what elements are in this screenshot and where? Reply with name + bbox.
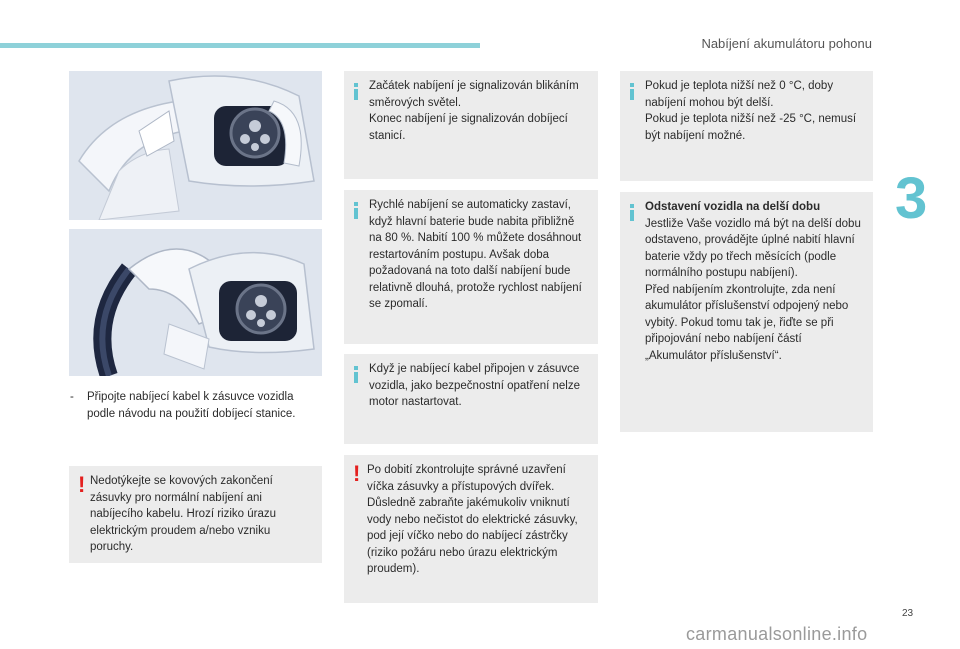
info-charging-line-2: Konec nabíjení je signalizován dobíjecí stanicí.: [369, 113, 568, 142]
info-icon: [630, 204, 634, 221]
info-icon: [354, 202, 358, 219]
info-box-charging-signal: [344, 71, 598, 179]
warning-icon: !: [78, 472, 86, 497]
info-box-temperature: [620, 71, 873, 181]
warning-box-left: [69, 466, 322, 563]
bullet-text: Připojte nabíjecí kabel k zásuvce vozidla podle návodu na použití dobíjecí stanice.: [87, 391, 296, 420]
chapter-number: 3: [895, 166, 928, 231]
info-icon: [630, 83, 634, 100]
info-charging-line-1: Začátek nabíjení je signalizován blikáním směrových světel.: [369, 80, 579, 109]
info-box-long-parking: [620, 192, 873, 432]
warning-middle-text: Po dobití zkontrolujte správné uzavření víčka zásuvky a přístupových dvířek. Důsledně zabraňte jakémukoliv vniknutí vody nebo nečistot do elektrické zásuvky, pod její víčko nebo do nabíjecí zástrčky (riziko požáru nebo úrazu elektrickým proudem).: [367, 464, 578, 575]
section-title: Nabíjení akumulátoru pohonu: [701, 36, 872, 51]
instruction-bullet: [70, 389, 320, 422]
warning-left-text: Nedotýkejte se kovových zakončení zásuvky pro normální nabíjení ani nabíjecího kabelu. Hrozí riziko úrazu elektrickým proudem a/nebo vzniku poruchy.: [90, 475, 277, 553]
info-box-cable-safety: [344, 354, 598, 444]
info-long-parking-line-2: Před nabíjením zkontrolujte, zda není akumulátor příslušenství odpojený nebo vybitý. Pokud tomu tak je, řiďte se při připojování nebo nabíjení částí „Akumulátor příslušenství“.: [645, 283, 849, 362]
page-number: 23: [902, 608, 914, 619]
bullet-marker: -: [70, 391, 74, 403]
info-cable-safety-text: Když je nabíjecí kabel připojen v zásuvce vozidla, jako bezpečnostní opatření nelze motor nastartovat.: [369, 363, 580, 408]
info-icon: [354, 83, 358, 100]
header-accent-bar: [0, 43, 480, 48]
info-temperature-line-2: Pokud je teplota nižší než -25 °C, nemusí být nabíjení možné.: [645, 113, 857, 142]
cable-plugged-illustration: [69, 229, 322, 376]
info-box-fast-charging: [344, 190, 598, 344]
watermark: carmanualsonline.info: [686, 624, 868, 644]
info-icon: [354, 366, 358, 383]
warning-icon: !: [353, 461, 361, 486]
info-long-parking-line-1: Jestliže Vaše vozidlo má být na delší dobu odstaveno, provádějte úplné nabití hlavní baterie vždy po třech měsících (podle normálního postupu nabíjení).: [645, 217, 861, 279]
info-long-parking-title: Odstavení vozidla na delší dobu: [645, 201, 821, 213]
figure-socket-open: [69, 71, 322, 220]
warning-box-middle: [344, 455, 598, 603]
info-fast-charging-text: Rychlé nabíjení se automaticky zastaví, když hlavní baterie bude nabita přibližně na 80 %. Nabití 100 % můžete dosáhnout restartováním postupu. Avšak doba požadovaná na toto další nabíjení bude relativně dlouhá, protože rychlost nabíjení se zpomalí.: [369, 199, 582, 310]
socket-open-illustration: [69, 71, 322, 220]
figure-cable-plugged: [69, 229, 322, 376]
info-temperature-line-1: Pokud je teplota nižší než 0 °C, doby nabíjení mohou být delší.: [645, 80, 834, 109]
